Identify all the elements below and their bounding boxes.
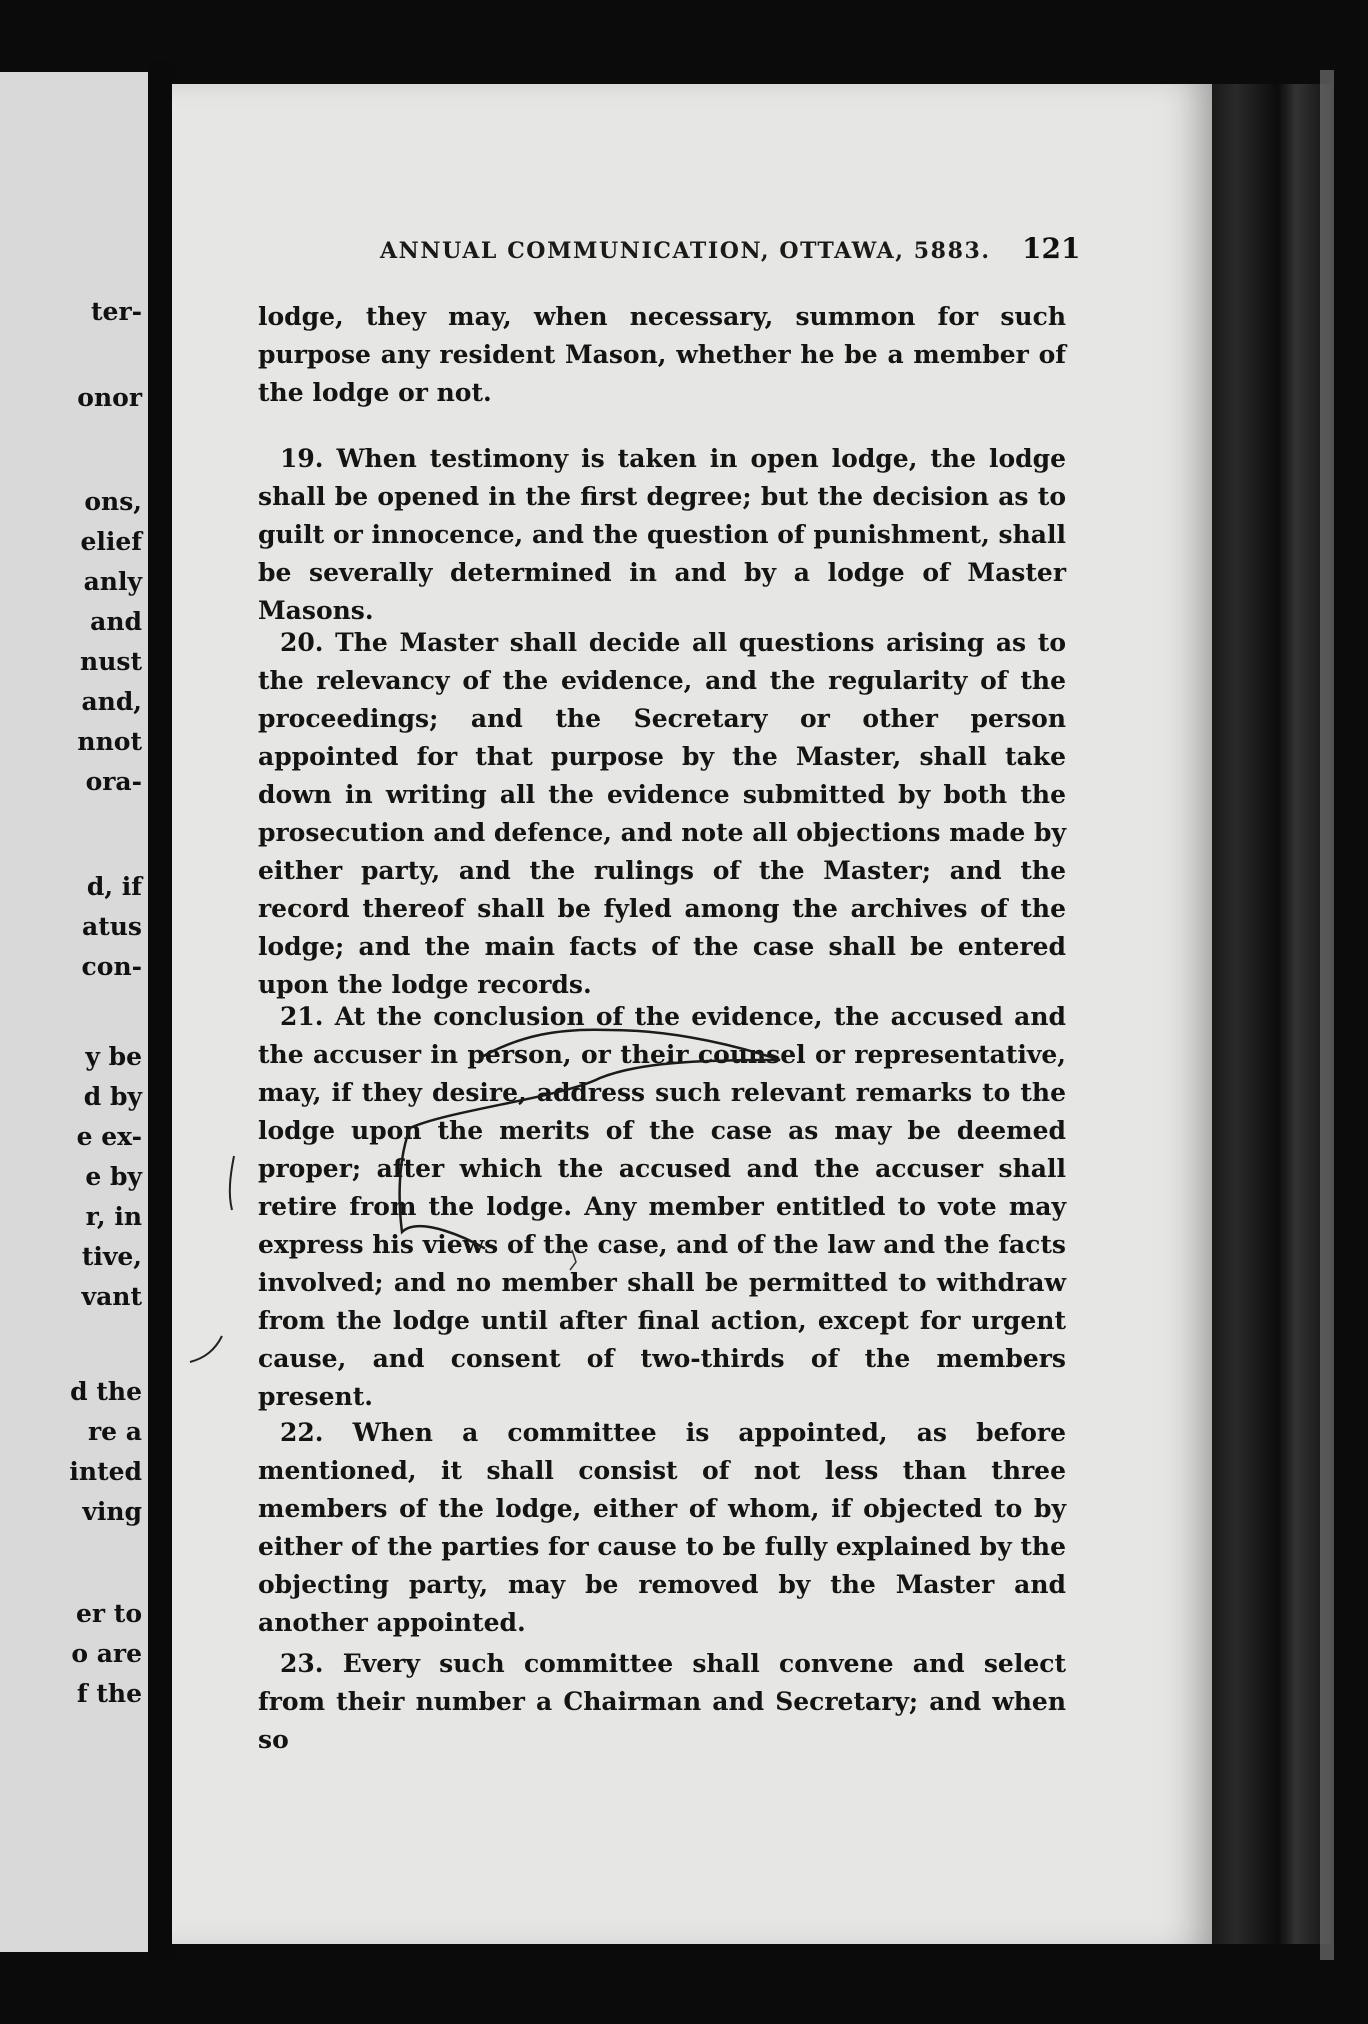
left-page-fragment: atus <box>82 912 142 941</box>
left-facing-page <box>0 72 148 1952</box>
left-page-fragment: elief <box>80 527 142 556</box>
left-page-fragment: e ex- <box>76 1122 142 1151</box>
left-page-fragment: re a <box>88 1417 142 1446</box>
paragraph-23: 23. Every such committee shall convene and select from their number a Chairman and Secretary; and when so <box>258 1649 1066 1754</box>
paragraph-19: 19. When testimony is taken in open lodge, the lodge shall be opened in the first degree; but the decision as to guilt or innocence, and the question of punishment, shall be severally determined in and by a lodge of Master Masons. <box>258 444 1066 625</box>
left-page-fragment: ora- <box>85 767 142 796</box>
left-page-fragment: nust <box>80 647 142 676</box>
book-gutter <box>148 60 174 1960</box>
left-page-fragment: onor <box>77 383 142 412</box>
left-page-fragment: ter- <box>90 297 142 326</box>
page-number: 121 <box>1022 232 1081 265</box>
left-page-fragment: and <box>90 607 142 636</box>
left-page-fragment: ving <box>82 1497 142 1526</box>
left-page-fragment: y be <box>85 1042 142 1071</box>
left-page-fragment: o are <box>71 1639 142 1668</box>
running-head: ANNUAL COMMUNICATION, OTTAWA, 5883. <box>380 238 991 264</box>
page-edge-line <box>1320 70 1334 1960</box>
left-page-fragment: f the <box>76 1679 142 1708</box>
left-page-fragment: and, <box>81 687 142 716</box>
page-edge-shadow <box>1212 84 1332 1944</box>
left-page-fragment: anly <box>83 567 142 596</box>
left-page-fragment: con- <box>81 952 142 981</box>
left-page-fragment: er to <box>75 1599 142 1628</box>
left-page-fragment: d the <box>70 1377 142 1406</box>
left-page-fragment: d by <box>83 1082 142 1111</box>
paragraph-20: 20. The Master shall decide all questions arising as to the relevancy of the evidence, and the regularity of the proceedings; and the Secretary or other person appointed for that purpose by the Master, shall take down in writing all the evidence submitted by both the prosecution and defence, and note all objections made by either party, and the rulings of the Master; and the record thereof shall be fyled among the archives of the lodge; and the main facts of the case shall be entered upon the lodge records. <box>258 628 1066 999</box>
paragraph-22: 22. When a committee is appointed, as before mentioned, it shall consist of not less than three members of the lodge, either of whom, if objected to by either of the parties for cause to be fully explained by the objecting party, may be removed by the Master and another appointed. <box>258 1418 1066 1637</box>
left-page-fragment: inted <box>69 1457 142 1486</box>
paragraph-continued: lodge, they may, when necessary, summon for such purpose any resident Mason, whether he be a member of the lodge or not. <box>258 302 1066 407</box>
left-page-fragment: tive, <box>81 1242 142 1271</box>
left-page-fragment: ons, <box>84 487 142 516</box>
left-page-fragment: vant <box>81 1282 142 1311</box>
left-page-fragment: e by <box>85 1162 142 1191</box>
paragraph-21: 21. At the conclusion of the evidence, the accused and the accuser in person, or their counsel or representative, may, if they desire, address such relevant remarks to the lodge upon the merits of the case as may be deemed proper; after which the accused and the accuser shall retire from the lodge. Any member entitled to vote may express his views of the case, and of the law and the facts involved; and no member shall be permitted to withdraw from the lodge until after final action, except for urgent cause, and consent of two-thirds of the members present. <box>258 1002 1066 1411</box>
left-page-fragment: r, in <box>85 1202 142 1231</box>
left-page-fragment: nnot <box>77 727 142 756</box>
left-page-fragment: d, if <box>86 872 142 901</box>
